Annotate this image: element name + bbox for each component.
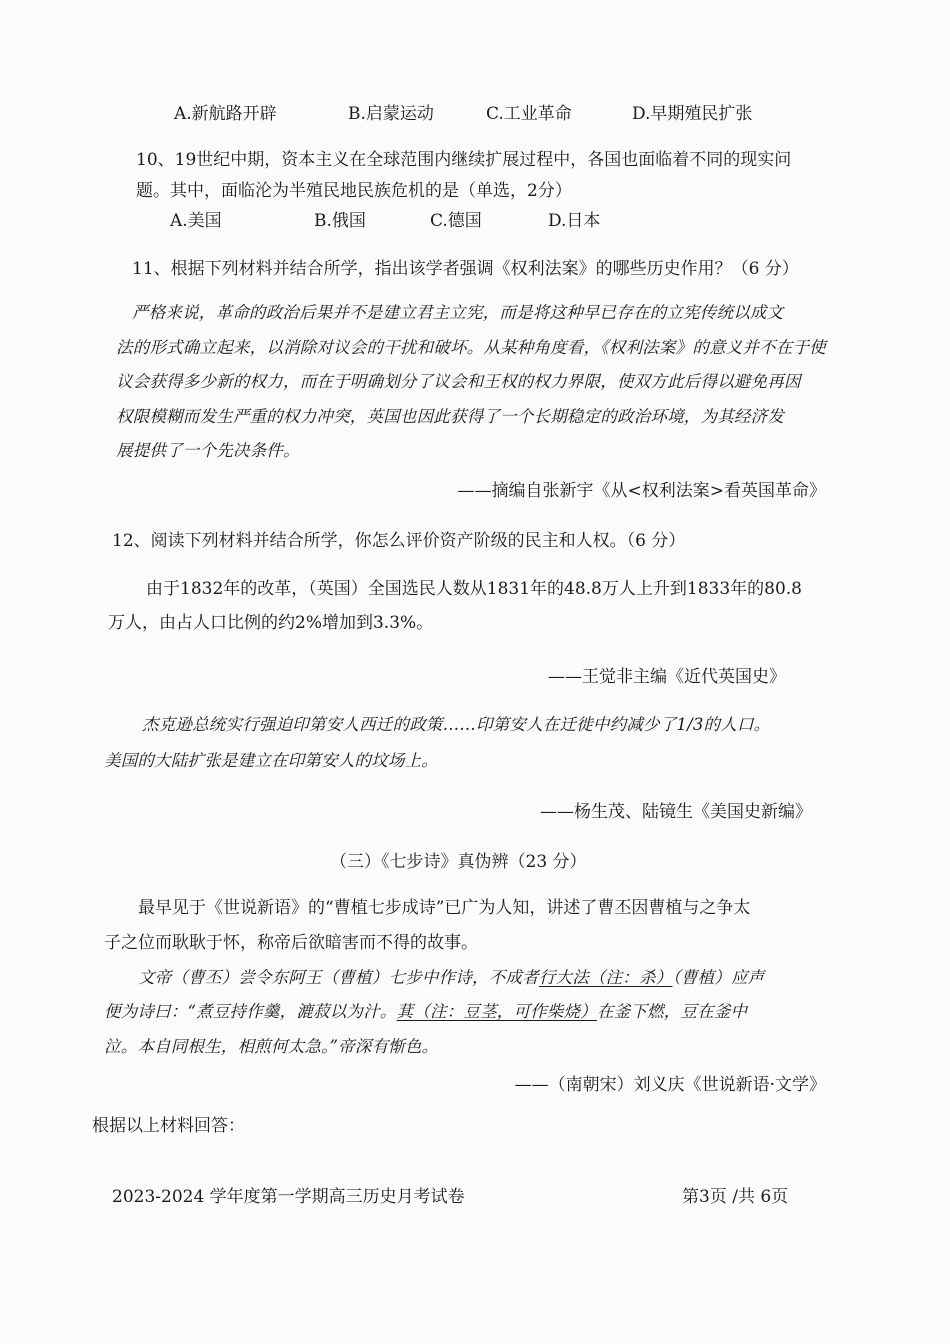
q12-material2-line2: 美国的大陆扩张是建立在印第安人的坟场上。	[104, 751, 438, 770]
q10-options	[170, 210, 600, 232]
q12-question: 12、阅读下列材料并结合所学，你怎么评价资产阶级的民主和人权。（6 分）	[112, 531, 686, 551]
story-line1-text-a: 文帝（曹丕）尝令东阿王（曹植）七步中作诗，不成者	[138, 968, 539, 987]
q12-material1-line1: 由于1832年的改革，（英国）全国选民人数从1831年的48.8万人上升到1833年的80.8	[146, 579, 802, 599]
story-line1-annotation: 行大法（注：杀）	[538, 968, 673, 987]
q11-material-line2: 法的形式确立起来，以消除对议会的干扰和破坏。从某种角度看，《权利法案》的意义并不在于使	[116, 338, 826, 357]
q9-option-a: A.新航路开辟	[174, 104, 277, 124]
section3-story-line2	[104, 1001, 747, 1023]
story-line1-text-b: （曹植）应声	[672, 968, 765, 987]
q12-material2-line1: 杰克逊总统实行强迫印第安人西迁的政策……印第安人在迁徙中约减少了1/3的人口。	[142, 715, 771, 734]
q10-option-c: C.德国	[430, 211, 482, 231]
q12-source1: ——王觉非主编《近代英国史》	[548, 667, 786, 687]
q11-source: ——摘编自张新宇《从<权利法案>看英国革命》	[457, 481, 826, 501]
q9-options	[174, 103, 752, 125]
answer-prompt: 根据以上材料回答：	[92, 1116, 245, 1136]
q10-question-line1: 10、19世纪中期，资本主义在全球范围内继续扩展过程中，各国也面临着不同的现实问	[136, 150, 792, 170]
q10-option-d: D.日本	[548, 211, 601, 231]
q11-material-line3: 议会获得多少新的权力，而在于明确划分了议会和王权的权力界限，使双方此后得以避免再因	[116, 372, 801, 391]
q10-option-b: B.俄国	[314, 211, 366, 231]
footer-exam-title: 2023-2024 学年度第一学期高三历史月考试卷	[112, 1187, 465, 1207]
q10-option-a: A.美国	[170, 211, 222, 231]
q11-question: 11、根据下列材料并结合所学，指出该学者强调《权利法案》的哪些历史作用？（6 分）	[132, 259, 799, 279]
section3-intro-line1: 最早见于《世说新语》的“曹植七步成诗”已广为人知，讲述了曹丕因曹植与之争太	[138, 898, 751, 918]
story-line2-text-a: 便为诗曰：“煮豆持作羹，漉菽以为汁。	[104, 1002, 397, 1021]
q11-material-line4: 权限模糊而发生严重的权力冲突，英国也因此获得了一个长期稳定的政治环境，为其经济发	[116, 407, 784, 426]
section3-story-line3: 泣。本自同根生，相煎何太急。”帝深有惭色。	[104, 1037, 439, 1056]
q11-material-line5: 展提供了一个先决条件。	[116, 441, 300, 460]
q9-option-d: D.早期殖民扩张	[632, 104, 753, 124]
q11-material-line1: 严格来说，革命的政治后果并不是建立君主立宪，而是将这种早已存在的立宪传统以成文	[132, 303, 784, 322]
story-line2-text-b: 在釜下燃，豆在釜中	[596, 1002, 748, 1021]
story-line2-annotation: 萁（注：豆茎，可作柴烧）	[396, 1002, 597, 1021]
footer-page-number: 第3页 /共 6页	[682, 1187, 789, 1207]
section3-story-line1	[138, 967, 764, 989]
q12-material1-line2: 万人，由占人口比例的约2%增加到3.3%。	[108, 613, 434, 633]
section3-intro-line2: 子之位而耿耿于怀，称帝后欲暗害而不得的故事。	[104, 933, 478, 953]
q9-option-c: C.工业革命	[486, 104, 572, 124]
section3-source: ——（南朝宋）刘义庆《世说新语·文学》	[514, 1075, 826, 1095]
q12-source2: ——杨生茂、陆镜生《美国史新编》	[540, 802, 812, 822]
q9-option-b: B.启蒙运动	[348, 104, 434, 124]
section3-title: （三）《七步诗》真伪辨（23 分）	[330, 852, 587, 872]
q10-question-line2: 题。其中，面临沦为半殖民地民族危机的是（单选，2分）	[136, 181, 572, 201]
